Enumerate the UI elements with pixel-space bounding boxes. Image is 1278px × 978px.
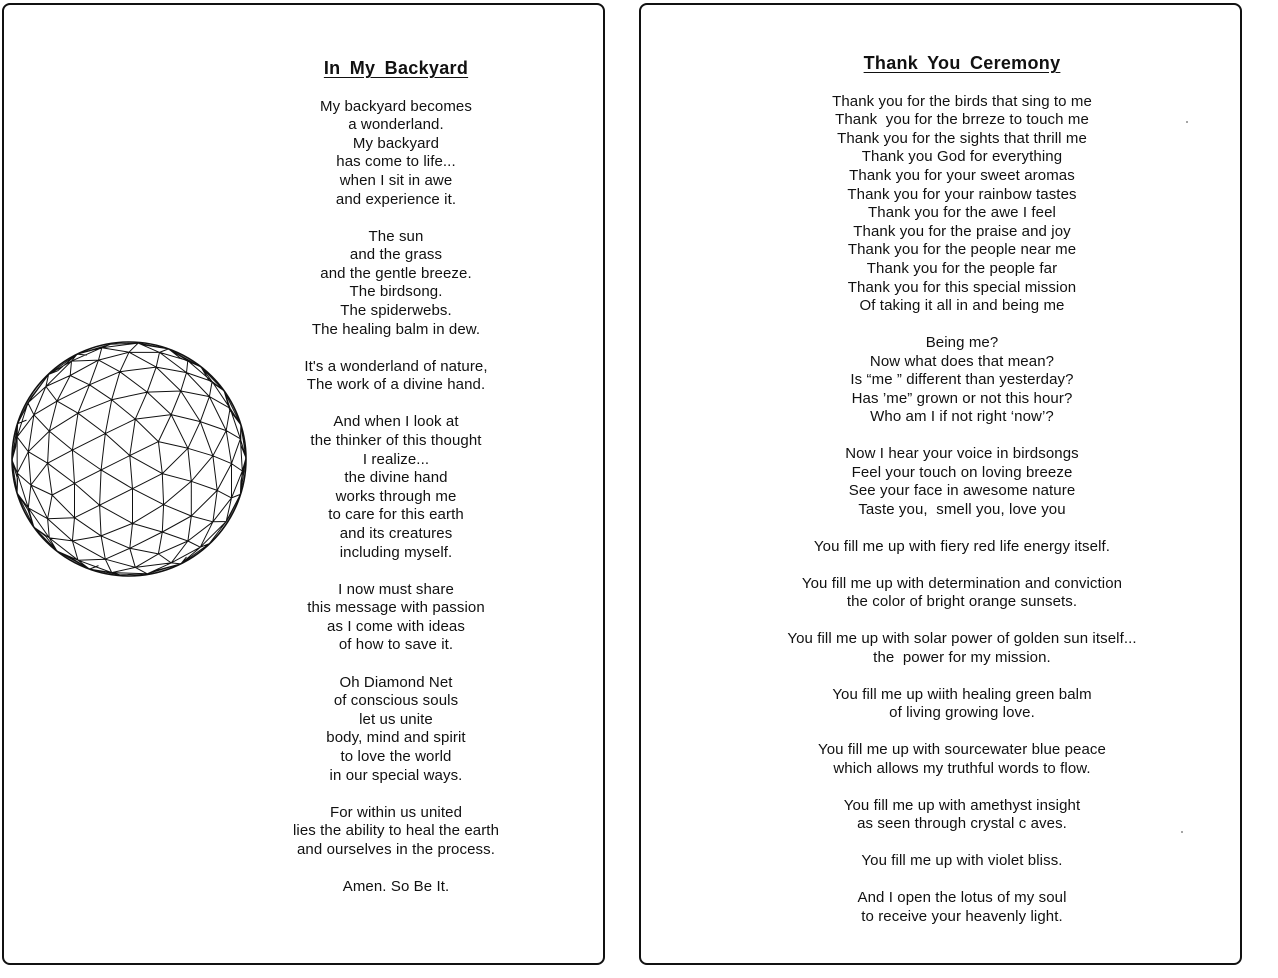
poem-line: Feel your touch on loving breeze (851, 463, 1073, 481)
poem-in-my-backyard (262, 59, 530, 915)
stanza (262, 674, 530, 786)
poem-line: and the grass (349, 246, 443, 264)
poem-line: Thank you for the sights that thrill me (837, 129, 1087, 147)
poem-line: the divine hand (344, 469, 448, 487)
stanza (761, 852, 1163, 871)
poem-line: The sun (368, 227, 424, 245)
poem-title: In My Backyard (323, 58, 469, 78)
right-page (639, 3, 1242, 965)
poem-line: Thank you God for everything (861, 148, 1063, 166)
scan-speck (1186, 121, 1188, 123)
poem-line: to care for this earth (328, 506, 464, 524)
poem-line: I now must share (338, 580, 454, 598)
poem-line: Thank you for the brreze to touch me (835, 111, 1089, 129)
poem-line: Being me? (925, 334, 999, 352)
poem-line: lies the ability to heal the earth (292, 822, 500, 840)
poem-line: Thank you for this special mission (847, 278, 1077, 296)
poem-line: let us unite (359, 710, 433, 728)
poem-line: has come to life... (336, 153, 456, 171)
poem-line: My backyard becomes (320, 97, 472, 115)
poem-line: a wonderland. (348, 116, 444, 134)
stanza (761, 630, 1163, 667)
poem-line: Thank you for the birds that sing to me (832, 92, 1092, 110)
poem-line: the color of bright orange sunsets. (846, 593, 1078, 611)
stanza (761, 575, 1163, 612)
poem-line: which allows my truthful words to flow. (833, 759, 1091, 777)
poem-line: For within us united (329, 803, 463, 821)
poem-line: Who am I if not right ‘now’? (870, 408, 1054, 426)
poem-line: Thank you for your sweet aromas (849, 166, 1075, 184)
poem-line: Amen. So Be It. (342, 877, 450, 895)
poem-line: this message with passion (307, 599, 485, 617)
poem-line: Has ’me” grown or not this hour? (851, 389, 1073, 407)
poem-title: Thank You Ceremony (863, 53, 1061, 73)
poem-line: Thank you for the people far (866, 259, 1058, 277)
stanza (262, 98, 530, 210)
poem-line: Oh Diamond Net (339, 673, 453, 691)
geodesic-globe-icon (8, 341, 252, 581)
stanza (761, 538, 1163, 557)
stanza (262, 358, 530, 395)
stanza (761, 445, 1163, 519)
poem-line: the power for my mission. (873, 648, 1051, 666)
poem-line: the thinker of this thought (310, 432, 482, 449)
poem-line: as seen through crystal c aves. (857, 815, 1067, 833)
poem-line: My backyard (352, 134, 440, 152)
poem-line: of how to save it. (338, 636, 454, 654)
poem-line: The spiderwebs. (340, 302, 452, 320)
stanza (761, 797, 1163, 834)
left-page (2, 3, 605, 965)
stanza (262, 804, 530, 860)
stanza (761, 686, 1163, 723)
poem-line: See your face in awesome nature (848, 482, 1076, 500)
poem-line: And I open the lotus of my soul (857, 889, 1067, 907)
poem-line: and the gentle breeze. (320, 264, 472, 282)
poem-line: You fill me up with sourcewater blue peace (818, 741, 1106, 759)
poem-line: and experience it. (335, 190, 457, 208)
poem-line: You fill me up with amethyst insight (843, 796, 1081, 814)
poem-line: You fill me up with solar power of golden sun itself... (787, 630, 1137, 648)
poem-line: You fill me up with determination and conviction (801, 574, 1123, 592)
poem-line: as I come with ideas (327, 617, 465, 635)
poem-line: Thank you for your rainbow tastes (847, 185, 1077, 203)
stanza (262, 413, 530, 562)
stanza (262, 878, 530, 897)
poem-line: in our special ways. (329, 766, 463, 784)
poem-line: The healing balm in dew. (311, 320, 481, 338)
poem-line: Now I hear your voice in birdsongs (845, 445, 1079, 463)
scan-speck (1181, 831, 1183, 833)
poem-thank-you-ceremony (761, 54, 1163, 945)
poem-line: Now what does that mean? (869, 352, 1055, 370)
poem-line: when I sit in awe (339, 171, 453, 189)
poem-line: I realize... (362, 450, 430, 468)
poem-line: Thank you for the awe I feel (868, 204, 1056, 222)
poem-line: You fill me up wiith healing green balm (832, 685, 1092, 703)
poem-line: Taste you, smell you, love you (858, 501, 1066, 519)
poem-line: to receive your heavenly light. (861, 907, 1063, 925)
stanza (262, 228, 530, 340)
poem-line: Thank you for the people near me (847, 241, 1077, 259)
poem-line: Thank you for the praise and joy (853, 222, 1071, 240)
poem-line: and ourselves in the process. (296, 840, 495, 858)
stanza (262, 581, 530, 655)
poem-line: Of taking it all in and being me (859, 297, 1065, 315)
poem-line: You fill me up with fiery red life energy itself. (813, 537, 1111, 555)
poem-line: and its creatures (339, 524, 453, 542)
poem-line: The birdsong. (349, 283, 443, 301)
globe-mesh (12, 343, 246, 575)
poem-line: of living growing love. (889, 704, 1035, 722)
stanza (761, 334, 1163, 427)
stanza (761, 93, 1163, 316)
poem-line: You fill me up with violet bliss. (861, 852, 1063, 870)
poem-line: works through me (335, 487, 457, 505)
poem-line: The work of a divine hand. (306, 376, 486, 394)
poem-line: It's a wonderland of nature, (304, 357, 488, 375)
poem-line: including myself. (339, 543, 453, 561)
poem-line: And when I look at (333, 413, 459, 431)
poem-line: to love the world (340, 747, 452, 765)
poem-line: Is “me ” different than yesterday? (850, 371, 1074, 389)
poem-line: of conscious souls (333, 692, 459, 710)
poem-line: body, mind and spirit (326, 729, 466, 747)
stanza (761, 889, 1163, 926)
stanza (761, 741, 1163, 778)
